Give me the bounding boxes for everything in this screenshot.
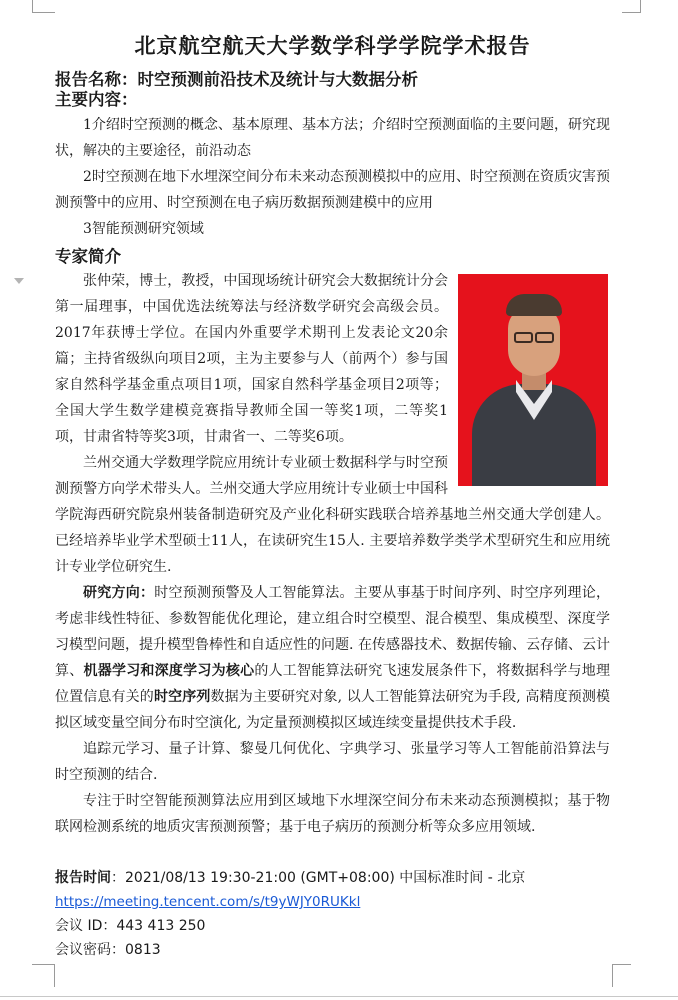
report-time-line — [55, 866, 610, 890]
research-direction-paragraph — [55, 580, 610, 736]
content-item-3: 3智能预测研究领域 — [83, 221, 204, 237]
crop-mark-top-right — [622, 0, 641, 13]
crop-mark-bottom-right — [612, 964, 631, 987]
expert-bio-paragraph-2: 兰州交通大学数理学院应用统计专业硕士数据科学与时空预测预警方向学术带头人。兰州交通大学应用统计专业硕士中国科学院海西研究院泉州装备制造研究及产业化科研实践联合培养基地兰州交通大学创建人。已经培养毕业学术型硕士11人，在读研究生15人. 主要培养数学类学术型研究生和应用统计专业学位研究生. — [55, 455, 610, 575]
report-name-line — [55, 70, 610, 90]
expert-bio-paragraph-1: 张仲荣，博士，教授，中国现场统计研究会大数据统计分会第一届理事，中国优选法统筹法与经济数学研究会高级会员。2017年获博士学位。在国内外重要学术期刊上发表论文20余篇；主持省级纵向项目2项，主为主要参与人（前两个）参与国家自然科学基金重点项目1项，国家自然科学基金项目2项等；全国大学生数学建模竞赛指导教师全国一等奖1项，二等奖1项，甘肃省特等奖3项，甘肃省一、二等奖6项。 — [55, 273, 448, 445]
page-bottom-border — [0, 996, 678, 997]
expert-heading: 专家简介 — [55, 247, 121, 266]
research-direction-label: 研究方向： — [83, 585, 155, 601]
content-item-2: 2时空预测在地下水埋深空间分布未来动态预测模拟中的应用、时空预测在资质灾害预测预警中的应用、时空预测在电子病历数据预测建模中的应用 — [55, 169, 610, 211]
content-heading: 主要内容： — [55, 90, 138, 109]
collapse-arrow-icon[interactable] — [14, 278, 24, 284]
research-bold-2: 时空序列 — [153, 689, 211, 705]
meeting-id-value: 443 413 250 — [116, 918, 206, 934]
report-time-label: 报告时间 — [55, 870, 111, 886]
meeting-password-value: 0813 — [125, 942, 161, 958]
meeting-password-label: 会议密码： — [55, 942, 125, 958]
meeting-link[interactable]: https://meeting.tencent.com/s/t9yWJY0RUKkl — [55, 894, 361, 910]
document-page — [55, 30, 610, 962]
content-item-1: 1介绍时空预测的概念、基本原理、基本方法；介绍时空预测面临的主要问题，研究现状，解决的主要途径，前沿动态 — [55, 117, 610, 159]
report-time-value: ：2021/08/13 19:30-21:00 (GMT+08:00) 中国标准时间 - 北京 — [111, 870, 526, 886]
research-bold-1: 机器学习和深度学习为核心 — [83, 663, 255, 679]
research-paragraph-3: 专注于时空智能预测算法应用到区域地下水埋深空间分布未来动态预测模拟；基于物联网检测系统的地质灾害预测预警；基于电子病历的预测分析等众多应用领域. — [55, 793, 610, 835]
crop-mark-top-left — [32, 0, 55, 13]
report-name-label: 报告名称： — [55, 70, 138, 89]
research-text-2: 的人工智能算法研究飞速发展条件下，将数据科学与地理位置信息有关的 — [55, 663, 611, 705]
research-text-3: 数据为主要研究对象, 以人工智能算法研究为手段, 高精度预测模拟区域变量空间分布时空演化, 为定量预测模拟区域连续变量提供技术手段. — [55, 689, 611, 731]
meeting-password-line — [55, 938, 610, 962]
meeting-id-label: 会议 ID： — [55, 918, 117, 934]
crop-mark-bottom-left — [32, 964, 55, 987]
research-text-1: 时空预测预警及人工智能算法。主要从事基于时间序列、时空序列理论，考虑非线性特征、参数智能优化理论，建立组合时空模型、混合模型、集成模型、深度学习模型问题，提升模型鲁棒性和自适应性的问题. 在传感器技术、数据传输、云存储、云计算、 — [55, 585, 610, 679]
expert-photo — [458, 274, 608, 486]
report-name-value: 时空预测前沿技术及统计与大数据分析 — [137, 70, 418, 89]
meeting-id-line — [55, 914, 610, 938]
expert-bio-section — [55, 268, 610, 580]
research-paragraph-2: 追踪元学习、量子计算、黎曼几何优化、字典学习、张量学习等人工智能前沿算法与时空预测的结合. — [55, 741, 610, 783]
meeting-link-line — [55, 890, 610, 914]
document-title: 北京航空航天大学数学科学学院学术报告 — [134, 33, 531, 58]
